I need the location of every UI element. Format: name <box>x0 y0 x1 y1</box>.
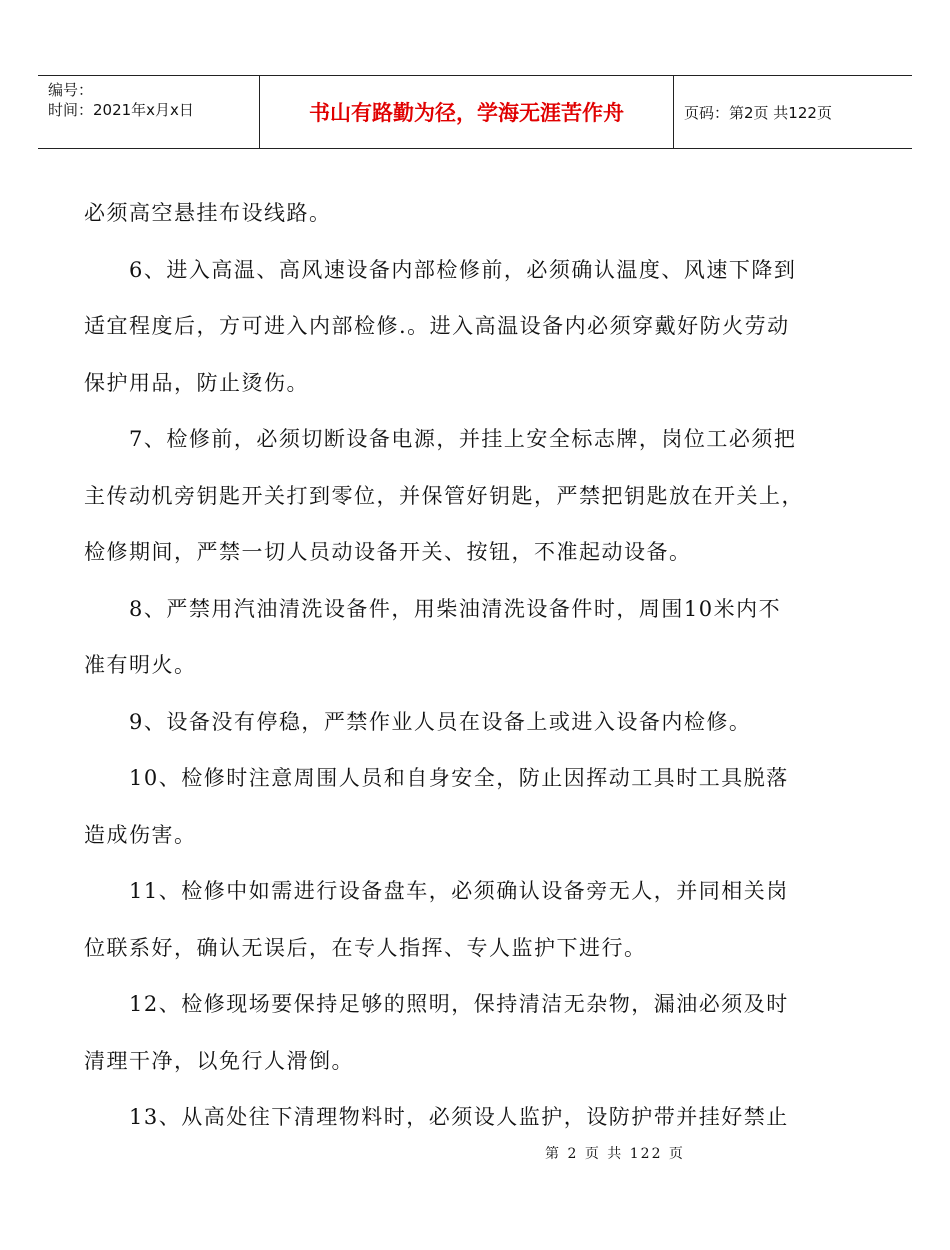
body-line: 11、检修中如需进行设备盘车，必须确认设备旁无人，并同相关岗 <box>84 879 789 903</box>
time-label: 时间：2021年x月x日 <box>48 101 194 119</box>
body-line: 主传动机旁钥匙开关打到零位，并保管好钥匙，严禁把钥匙放在开关上， <box>84 483 804 508</box>
body-line: 准有明火。 <box>84 653 197 677</box>
number-label: 编号： <box>48 81 94 99</box>
body-line: 造成伤害。 <box>84 822 197 847</box>
page-header <box>38 75 912 149</box>
body-line: 8、严禁用汽油清洗设备件，用柴油清洗设备件时，周围10米内不 <box>84 596 782 621</box>
body-line: 9、设备没有停稳，严禁作业人员在设备上或进入设备内检修。 <box>84 709 752 734</box>
header-meta <box>48 80 194 120</box>
body-line: 10、检修时注意周围人员和自身安全，防止因挥动工具时工具脱落 <box>84 766 789 790</box>
body-line: 清理干净，以免行人滑倒。 <box>84 1048 354 1073</box>
body-line: 12、检修现场要保持足够的照明，保持清洁无杂物，漏油必须及时 <box>84 992 789 1016</box>
header-divider-right <box>673 76 674 148</box>
header-page-info: 页码：第2页 共122页 <box>684 103 832 122</box>
body-line: 13、从高处往下清理物料时，必须设人监护，设防护带并挂好禁止 <box>84 1105 789 1129</box>
page-footer: 第 2 页 共 122 页 <box>545 1146 685 1162</box>
body-line: 7、检修前，必须切断设备电源，并挂上安全标志牌，岗位工必须把 <box>84 427 797 451</box>
body-line: 6、进入高温、高风速设备内部检修前，必须确认温度、风速下降到 <box>84 257 797 282</box>
document-body <box>84 185 874 1146</box>
body-line: 检修期间，严禁一切人员动设备开关、按钮，不准起动设备。 <box>84 540 692 564</box>
body-line: 适宜程度后，方可进入内部检修.。进入高温设备内必须穿戴好防火劳动 <box>84 314 790 338</box>
body-line: 保护用品，防止烫伤。 <box>84 370 309 395</box>
body-line: 必须高空悬挂布设线路。 <box>84 201 332 225</box>
header-motto: 书山有路勤为径，学海无涯苦作舟 <box>309 101 624 125</box>
body-line: 位联系好，确认无误后，在专人指挥、专人监护下进行。 <box>84 935 647 960</box>
